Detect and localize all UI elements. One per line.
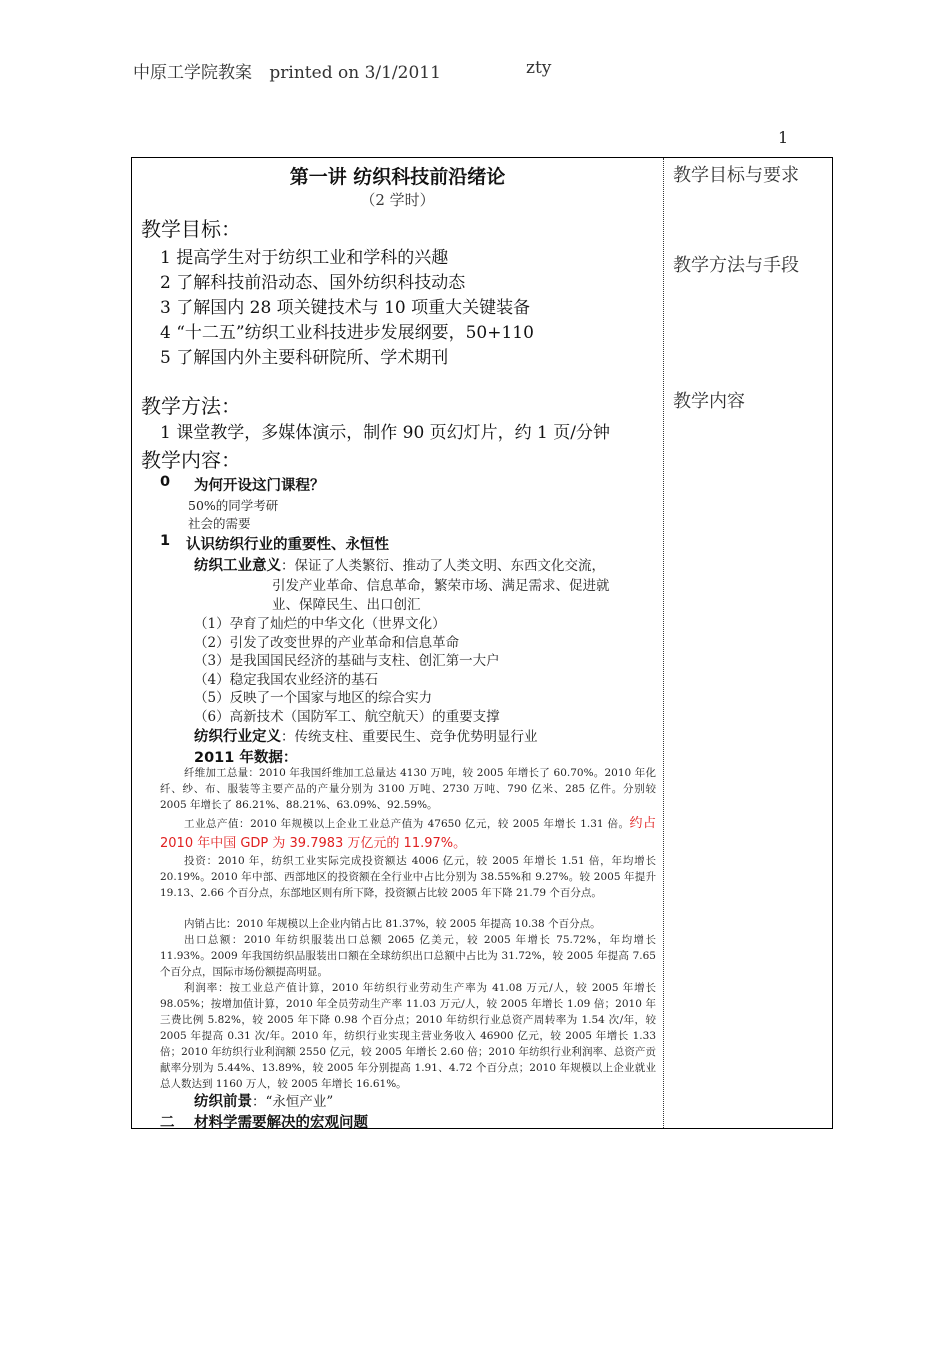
data-paragraph-profit: 利润率：按工业总产值计算，2010 年纺织行业劳动生产率为 41.08 万元/人，较 2005 年增长 98.05%；按增加值计算，2010 年全员劳动生产率 11.03 万元/人，较 2005 年增长 1.09 倍；2010 年三费比例 5.82%，较 2005 年下降 0.98 个百分点；2010 年纺织行业总资产周转率为 1.54 次/年，较 2005 年提高 0.31 次/年。2010 年，纺织行业实现主营业务收入 46900 亿元，较 2005 年增长 1.33 倍；2010 年纺织行业利润额 2550 亿元，较 2005 年增长 2.60 倍；2010 年纺织行业利润率、总资产贡献率分别为 5.44%、13.89%，较 2005 年分别提高 1.91、4.72 个百分点；2010 年规模以上企业就业总人数达到 1160 万人，较 2005 年增长 16.61%。: [160, 982, 656, 1090]
gdp-highlight: 约占 2010 年中国 GDP 为 39.7983 万亿元的 11.97%。: [160, 816, 656, 851]
point-item: （2）引发了改变世界的产业革命和信息革命: [194, 635, 460, 651]
point-item: （6）高新技术（国防军工、航空航天）的重要支撑: [194, 709, 500, 725]
goals-heading: 教学目标：: [141, 217, 241, 241]
significance-line: 业、保障民生、出口创汇: [272, 597, 421, 613]
significance-label: 纺织工业意义: [194, 558, 281, 574]
data-paragraph-investment: 投资：2010 年，纺织工业实际完成投资额达 4006 亿元，较 2005 年增长 1.51 倍，年均增长 20.19%。2010 年中部、西部地区的投资额在全行业中占比分别为 38.55%和 9.27%。较 2005 年提升 19.13、2.66 个百分点，东部地区则有所下降，投资额占比较 2005 年下降 21.79 个百分点。: [160, 855, 656, 899]
data-paragraph-domestic: 内销占比：2010 年规模以上企业内销占比 81.37%，较 2005 年提高 10.38 个百分点。: [184, 918, 601, 930]
output-text: 工业总产值：2010 年规模以上企业工业总产值为 47650 亿元，较 2005 年增长 1.31 倍。: [184, 818, 630, 830]
side-label-methods: 教学方法与手段: [673, 255, 799, 276]
data-paragraph-fiber: 纤维加工总量：2010 年我国纤维加工总量达 4130 万吨，较 2005 年增长了 60.70%。2010 年化纤、纱、布、服装等主要产品的产量分别为 3100 万吨、2730 万吨、790 亿米、285 亿件。分别较 2005 年增长了 86.21%、88.21%、63.09%、92.59%。: [160, 767, 656, 811]
lecture-title: 第一讲 纺织科技前沿绪论: [289, 166, 506, 188]
section-2-number: 二: [160, 1115, 175, 1131]
goal-item: 2 了解科技前沿动态、国外纺织科技动态: [160, 273, 466, 293]
prospect-line: [194, 1090, 333, 1111]
main-content-column: [132, 158, 664, 1131]
goal-item: 1 提高学生对于纺织工业和学科的兴趣: [160, 248, 449, 268]
section-0-item: 50%的同学考研: [188, 498, 279, 513]
header-org: 中原工学院教案: [133, 63, 252, 83]
side-label-content: 教学内容: [673, 391, 745, 412]
lecture-hours: （2 学时）: [360, 191, 435, 209]
prospect-label: 纺织前景: [194, 1094, 252, 1110]
lesson-plan-table: [131, 157, 833, 1129]
section-1-number: 1: [160, 533, 171, 549]
point-item: （5）反映了一个国家与地区的综合实力: [194, 690, 433, 706]
header-printed-date: printed on 3/1/2011: [269, 63, 441, 83]
point-item: （4）稳定我国农业经济的基石: [194, 672, 379, 688]
side-label-column: [664, 158, 832, 1128]
significance-line: [194, 554, 605, 575]
definition-label: 纺织行业定义: [194, 729, 281, 745]
page-number: 1: [778, 128, 789, 147]
section-0-item: 社会的需要: [188, 516, 251, 531]
data-heading: 2011 年数据：: [194, 750, 298, 766]
goal-item: 3 了解国内 28 项关键技术与 10 项重大关键装备: [160, 298, 531, 318]
page-header: [133, 58, 552, 83]
method-item: 1 课堂教学，多媒体演示，制作 90 页幻灯片，约 1 页/分钟: [160, 423, 611, 443]
data-paragraph-output: [160, 814, 656, 854]
header-author: zty: [526, 58, 552, 78]
significance-line: 引发产业革命、信息革命，繁荣市场、满足需求、促进就: [272, 578, 610, 594]
data-paragraph-export: 出口总额：2010 年纺织服装出口总额 2065 亿美元，较 2005 年增长 75.72%，年均增长 11.93%。2009 年我国纺织品服装出口额在全球纺织出口总额中占比为 31.72%，较 2005 年提高 7.65 个百分点，国际市场份额提高明显。: [160, 934, 656, 978]
methods-heading: 教学方法：: [141, 394, 241, 418]
content-heading: 教学内容：: [141, 448, 241, 472]
section-1-title: 认识纺织行业的重要性、永恒性: [186, 537, 389, 553]
section-0-title: 为何开设这门课程？: [194, 478, 325, 494]
side-label-goals: 教学目标与要求: [673, 165, 799, 186]
goal-item: 5 了解国内外主要科研院所、学术期刊: [160, 348, 449, 368]
section-0-number: 0: [160, 474, 171, 490]
definition-text: ：传统支柱、重要民生、竞争优势明显行业: [281, 729, 538, 745]
prospect-text: ：“永恒产业”: [252, 1094, 334, 1110]
definition-line: [194, 725, 538, 746]
point-item: （3）是我国国民经济的基础与支柱、创汇第一大户: [194, 653, 500, 669]
section-2-title: 材料学需要解决的宏观问题: [194, 1115, 368, 1131]
significance-text: ：保证了人类繁衍、推动了人类文明、东西文化交流，: [281, 558, 605, 574]
goal-item: 4 “十二五”纺织工业科技进步发展纲要，50+110: [160, 323, 534, 343]
point-item: （1）孕育了灿烂的中华文化（世界文化）: [194, 616, 446, 632]
